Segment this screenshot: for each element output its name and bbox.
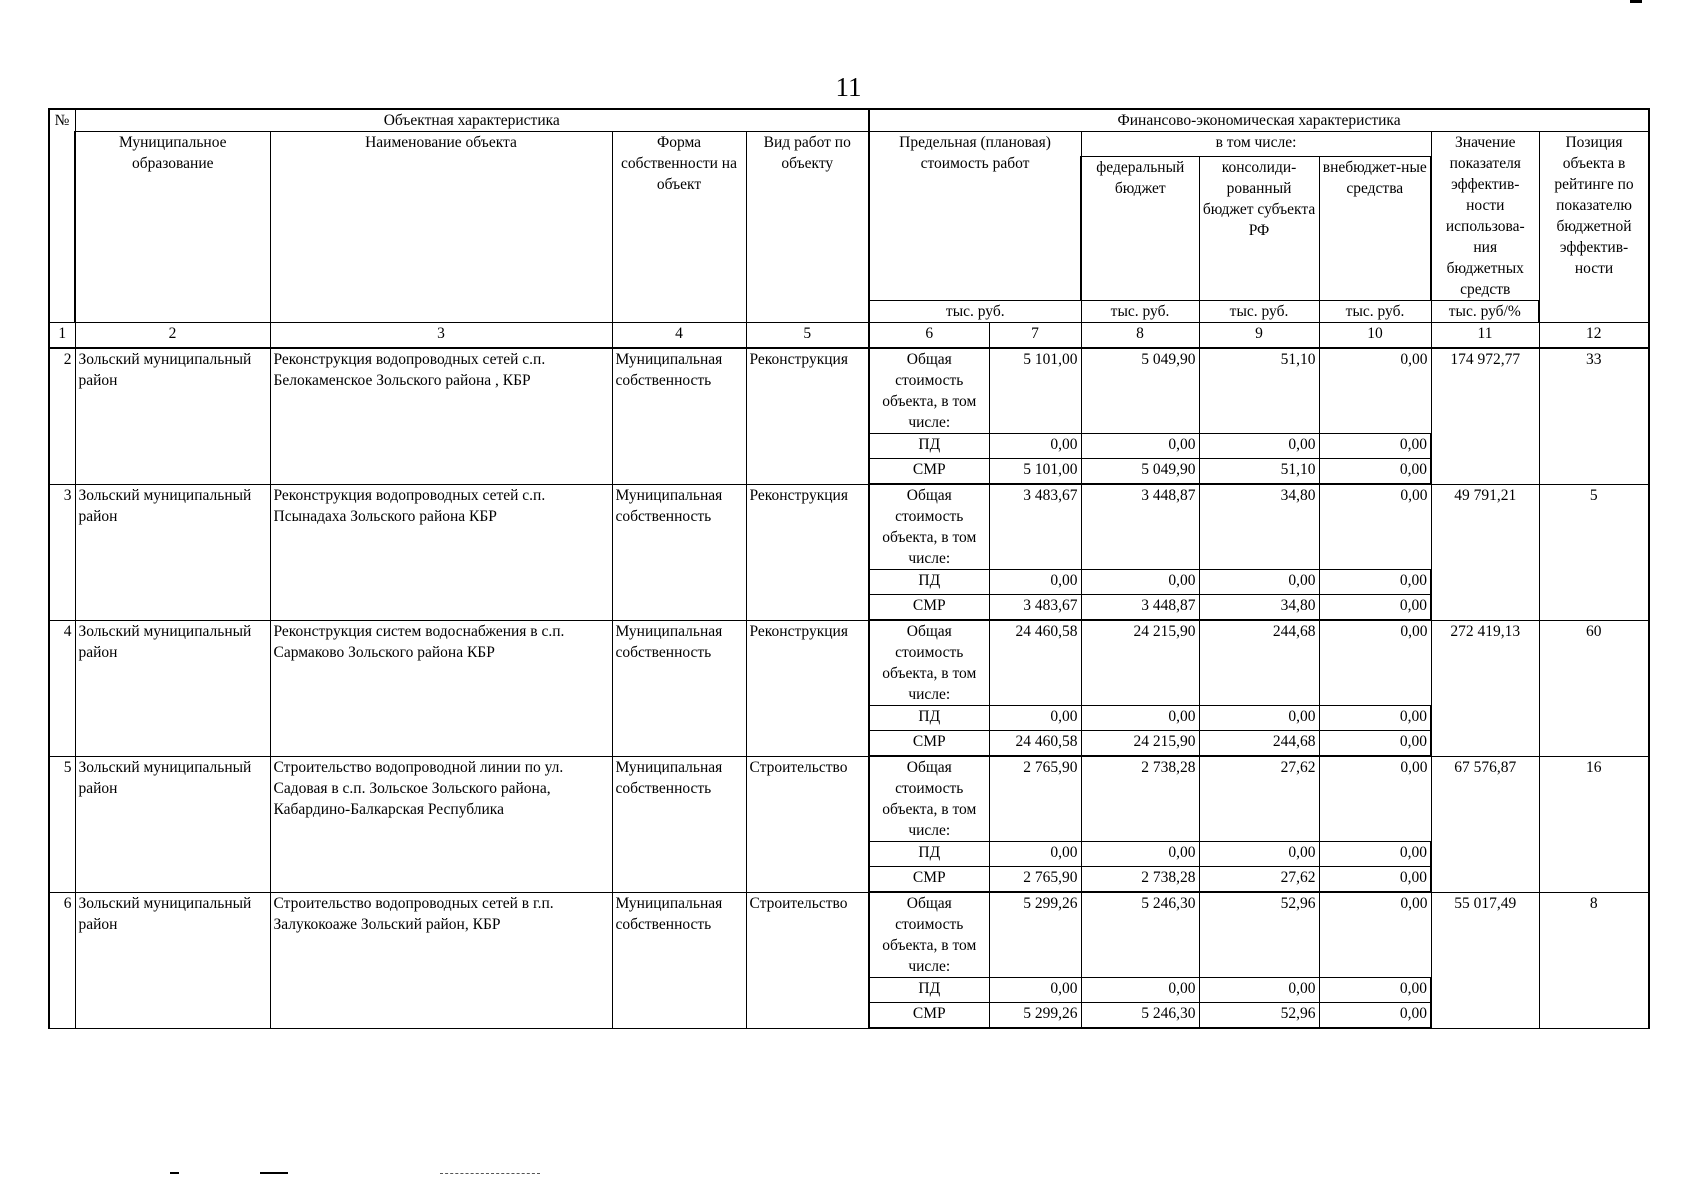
pd-label: ПД (869, 570, 989, 595)
row-number: 2 (49, 348, 75, 484)
total-federal: 5 049,90 (1081, 348, 1199, 434)
pd-consolidated: 0,00 (1199, 706, 1319, 731)
smr-label: СМР (869, 867, 989, 893)
position-cell: 16 (1539, 756, 1649, 892)
smr-consolidated: 244,68 (1199, 731, 1319, 757)
scan-artifact-mark (260, 1172, 288, 1174)
work-type-cell: Реконструкция (746, 348, 869, 484)
total-label: Общая стоимость объекта, в том числе: (869, 892, 989, 978)
smr-federal: 2 738,28 (1081, 867, 1199, 893)
scan-artifact-dots (440, 1173, 540, 1174)
page-number: 11 (835, 72, 862, 102)
column-number: 10 (1319, 323, 1431, 349)
header-municipality: Муниципальное образование (75, 132, 270, 323)
municipality-cell: Зольский муниципальный район (75, 484, 270, 620)
total-federal: 24 215,90 (1081, 620, 1199, 706)
column-number: 11 (1431, 323, 1539, 349)
column-number: 5 (746, 323, 869, 349)
smr-limit-cost: 2 765,90 (989, 867, 1081, 893)
pd-consolidated: 0,00 (1199, 978, 1319, 1003)
header-object-name: Наименование объекта (270, 132, 612, 323)
pd-federal: 0,00 (1081, 978, 1199, 1003)
smr-consolidated: 51,10 (1199, 459, 1319, 485)
pd-label: ПД (869, 434, 989, 459)
pd-extrabudget: 0,00 (1319, 570, 1431, 595)
pd-limit-cost: 0,00 (989, 842, 1081, 867)
pd-label: ПД (869, 842, 989, 867)
smr-label: СМР (869, 731, 989, 757)
table-row (49, 348, 1649, 434)
total-consolidated: 51,10 (1199, 348, 1319, 434)
pd-extrabudget: 0,00 (1319, 434, 1431, 459)
total-extrabudget: 0,00 (1319, 620, 1431, 706)
total-consolidated: 244,68 (1199, 620, 1319, 706)
column-number: 9 (1199, 323, 1319, 349)
smr-extrabudget: 0,00 (1319, 867, 1431, 893)
work-type-cell: Реконструкция (746, 484, 869, 620)
total-extrabudget: 0,00 (1319, 892, 1431, 978)
total-extrabudget: 0,00 (1319, 484, 1431, 570)
pd-limit-cost: 0,00 (989, 978, 1081, 1003)
pd-consolidated: 0,00 (1199, 570, 1319, 595)
smr-federal: 24 215,90 (1081, 731, 1199, 757)
object-name-cell: Строительство водопроводной линии по ул. Садовая в с.п. Зольское Зольского района, Кабардино-Балкарская Республика (270, 756, 612, 892)
total-federal: 2 738,28 (1081, 756, 1199, 842)
ownership-cell: Муниципальная собственность (612, 484, 746, 620)
position-cell: 5 (1539, 484, 1649, 620)
smr-limit-cost: 3 483,67 (989, 595, 1081, 621)
smr-limit-cost: 5 101,00 (989, 459, 1081, 485)
total-limit-cost: 3 483,67 (989, 484, 1081, 570)
pd-limit-cost: 0,00 (989, 434, 1081, 459)
header-no: № (49, 109, 75, 323)
indicator-cell: 55 017,49 (1431, 892, 1539, 1028)
total-label: Общая стоимость объекта, в том числе: (869, 348, 989, 434)
pd-limit-cost: 0,00 (989, 706, 1081, 731)
column-number: 4 (612, 323, 746, 349)
pd-extrabudget: 0,00 (1319, 706, 1431, 731)
object-name-cell: Реконструкция водопроводных сетей с.п. Белокаменское Зольского района , КБР (270, 348, 612, 484)
work-type-cell: Реконструкция (746, 620, 869, 756)
municipality-cell: Зольский муниципальный район (75, 348, 270, 484)
indicator-cell: 67 576,87 (1431, 756, 1539, 892)
column-number: 3 (270, 323, 612, 349)
municipality-cell: Зольский муниципальный район (75, 892, 270, 1028)
total-federal: 5 246,30 (1081, 892, 1199, 978)
object-name-cell: Реконструкция систем водоснабжения в с.п. Сармаково Зольского района КБР (270, 620, 612, 756)
total-limit-cost: 5 299,26 (989, 892, 1081, 978)
total-consolidated: 27,62 (1199, 756, 1319, 842)
indicator-cell: 174 972,77 (1431, 348, 1539, 484)
header-object-characteristic: Объектная характеристика (75, 109, 869, 132)
smr-limit-cost: 5 299,26 (989, 1003, 1081, 1029)
smr-federal: 5 246,30 (1081, 1003, 1199, 1029)
column-number: 1 (49, 323, 75, 349)
pd-federal: 0,00 (1081, 706, 1199, 731)
header-extrabudget: внебюджет-ные средства (1319, 157, 1431, 301)
smr-extrabudget: 0,00 (1319, 731, 1431, 757)
pd-consolidated: 0,00 (1199, 434, 1319, 459)
row-number: 4 (49, 620, 75, 756)
row-number: 6 (49, 892, 75, 1028)
position-cell: 60 (1539, 620, 1649, 756)
header-limit-cost: Предельная (плановая) стоимость работ (869, 132, 1081, 301)
work-type-cell: Строительство (746, 892, 869, 1028)
municipality-cell: Зольский муниципальный район (75, 756, 270, 892)
unit-limit-cost: тыс. руб. (869, 301, 1081, 323)
pd-extrabudget: 0,00 (1319, 842, 1431, 867)
column-number: 12 (1539, 323, 1649, 349)
position-cell: 8 (1539, 892, 1649, 1028)
scan-artifact-mark (170, 1172, 179, 1174)
column-number: 8 (1081, 323, 1199, 349)
smr-federal: 5 049,90 (1081, 459, 1199, 485)
pd-federal: 0,00 (1081, 842, 1199, 867)
work-type-cell: Строительство (746, 756, 869, 892)
total-label: Общая стоимость объекта, в том числе: (869, 756, 989, 842)
total-limit-cost: 2 765,90 (989, 756, 1081, 842)
ownership-cell: Муниципальная собственность (612, 892, 746, 1028)
smr-extrabudget: 0,00 (1319, 595, 1431, 621)
table-row (49, 484, 1649, 570)
smr-label: СМР (869, 459, 989, 485)
smr-extrabudget: 0,00 (1319, 1003, 1431, 1029)
column-number: 2 (75, 323, 270, 349)
indicator-cell: 49 791,21 (1431, 484, 1539, 620)
header-consolidated-budget: консолиди-рованный бюджет субъекта РФ (1199, 157, 1319, 301)
header-position: Позиция объекта в рейтинге по показателю бюджетной эффектив-ности (1539, 132, 1649, 323)
pd-extrabudget: 0,00 (1319, 978, 1431, 1003)
table-row (49, 892, 1649, 978)
ownership-cell: Муниципальная собственность (612, 348, 746, 484)
ownership-cell: Муниципальная собственность (612, 756, 746, 892)
pd-label: ПД (869, 706, 989, 731)
smr-label: СМР (869, 1003, 989, 1029)
smr-consolidated: 27,62 (1199, 867, 1319, 893)
object-name-cell: Строительство водопроводных сетей в г.п. Залукокоаже Зольский район, КБР (270, 892, 612, 1028)
header-indicator: Значение показателя эффектив-ности использова-ния бюджетных средств (1431, 132, 1539, 301)
row-number: 3 (49, 484, 75, 620)
header-including: в том числе: (1081, 132, 1431, 157)
ownership-cell: Муниципальная собственность (612, 620, 746, 756)
pd-federal: 0,00 (1081, 570, 1199, 595)
indicator-cell: 272 419,13 (1431, 620, 1539, 756)
total-consolidated: 52,96 (1199, 892, 1319, 978)
header-financial-characteristic: Финансово-экономическая характеристика (869, 109, 1649, 132)
smr-label: СМР (869, 595, 989, 621)
smr-federal: 3 448,87 (1081, 595, 1199, 621)
unit-indicator: тыс. руб/% (1431, 301, 1539, 323)
unit-federal: тыс. руб. (1081, 301, 1199, 323)
smr-extrabudget: 0,00 (1319, 459, 1431, 485)
total-extrabudget: 0,00 (1319, 348, 1431, 434)
total-label: Общая стоимость объекта, в том числе: (869, 620, 989, 706)
municipality-cell: Зольский муниципальный район (75, 620, 270, 756)
pd-label: ПД (869, 978, 989, 1003)
row-number: 5 (49, 756, 75, 892)
pd-consolidated: 0,00 (1199, 842, 1319, 867)
object-name-cell: Реконструкция водопроводных сетей с.п. Псынадаха Зольского района КБР (270, 484, 612, 620)
column-number: 7 (989, 323, 1081, 349)
total-extrabudget: 0,00 (1319, 756, 1431, 842)
total-limit-cost: 5 101,00 (989, 348, 1081, 434)
pd-limit-cost: 0,00 (989, 570, 1081, 595)
position-cell: 33 (1539, 348, 1649, 484)
table-row (49, 620, 1649, 706)
corner-scan-mark (1630, 0, 1642, 3)
table-row (49, 756, 1649, 842)
unit-extrabudget: тыс. руб. (1319, 301, 1431, 323)
total-label: Общая стоимость объекта, в том числе: (869, 484, 989, 570)
unit-consolidated: тыс. руб. (1199, 301, 1319, 323)
column-number: 6 (869, 323, 989, 349)
header-federal-budget: федеральный бюджет (1081, 157, 1199, 301)
header-work-type: Вид работ по объекту (746, 132, 869, 323)
smr-consolidated: 34,80 (1199, 595, 1319, 621)
header-ownership: Форма собственности на объект (612, 132, 746, 323)
smr-consolidated: 52,96 (1199, 1003, 1319, 1029)
total-federal: 3 448,87 (1081, 484, 1199, 570)
smr-limit-cost: 24 460,58 (989, 731, 1081, 757)
pd-federal: 0,00 (1081, 434, 1199, 459)
total-consolidated: 34,80 (1199, 484, 1319, 570)
budget-efficiency-table (48, 108, 1650, 1029)
total-limit-cost: 24 460,58 (989, 620, 1081, 706)
